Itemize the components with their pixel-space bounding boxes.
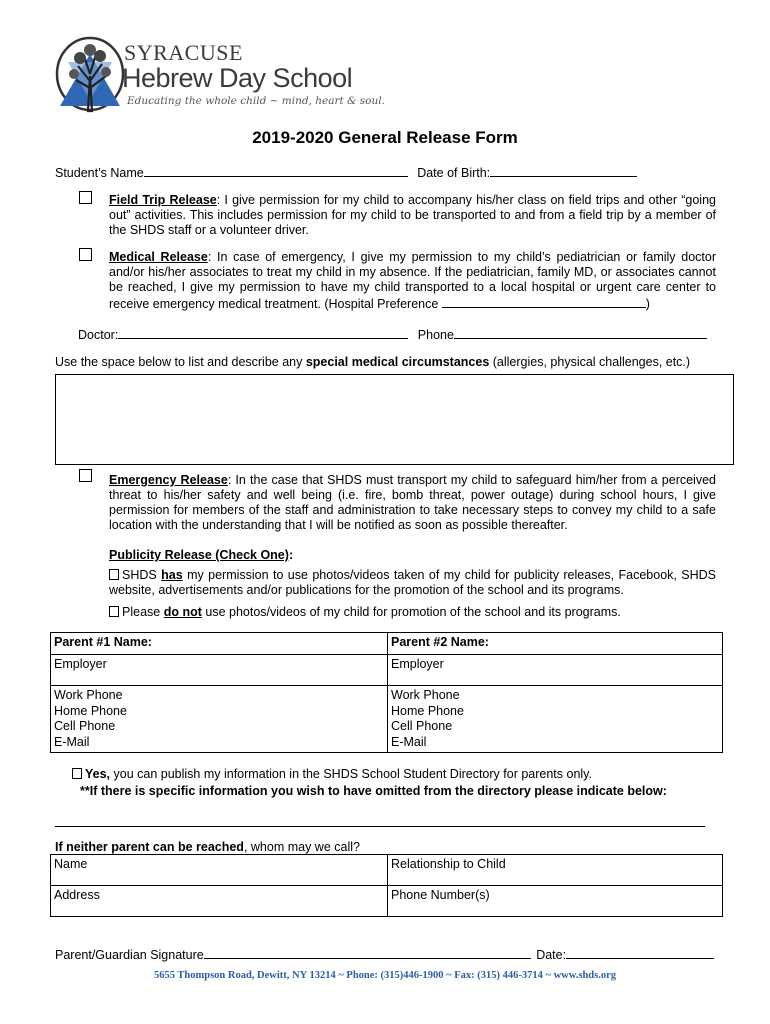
special-circumstances-prompt [55,355,690,369]
emergency-checkbox[interactable] [79,469,92,482]
logo-leaves-2 [94,50,106,62]
publicity-opt2-a: Please [122,605,164,619]
directory-yes: Yes, [85,767,111,781]
parent1-name-cell[interactable]: Parent #1 Name: [51,633,388,655]
logo-leaves-3 [84,44,96,56]
special-bold: special medical circumstances [305,355,490,369]
parents-table [50,632,723,753]
student-name-label: Student’s Name [55,166,144,180]
publicity-colon: : [288,548,294,562]
publicity-has-checkbox[interactable] [109,569,119,580]
contact-phones-cell[interactable]: Phone Number(s) [388,886,723,917]
emergency-text: : In the case that SHDS must transport my child to safeguard him/her from a perceived threat to his/her safety and well being (i.e. fire, bomb threat, power outage) during school hours, I give permission for members of the staff and administration to take necessary steps to convey my child to a safe location with the understanding that I will be notified as soon as possible thereafter. [109,473,716,532]
emergency-heading: Emergency Release [109,473,228,487]
special-prefix: Use the space below to list and describe any [55,355,306,369]
medical-checkbox[interactable] [79,248,92,261]
doctor-label: Doctor: [78,328,119,342]
dob-label: Date of Birth: [417,166,491,180]
signature-field[interactable] [204,946,531,959]
directory-consent [72,767,592,781]
special-suffix: (allergies, physical challenges, etc.) [489,355,691,369]
student-row [55,164,637,180]
parent2-name-cell[interactable]: Parent #2 Name: [388,633,723,655]
parent1-email: E-Mail [54,734,90,749]
parent1-work-phone: Work Phone [54,688,123,702]
logo-leaves-4 [69,69,79,79]
doctor-phone-field[interactable] [454,326,707,339]
logo-text-syracuse: SYRACUSE [124,40,243,65]
field-trip-release [109,193,716,238]
doctor-phone-label: Phone [417,328,454,342]
student-name-field[interactable] [144,164,408,177]
contact-table [50,854,723,917]
publicity-opt1-c: my permission to use photos/videos taken of my child for publicity releases, Facebook, SHDS website, advertisements and/or publications for the promotion of the school and its programs. [109,568,717,597]
logo-text-school: Hebrew Day School [122,63,353,93]
publicity-option-has [109,568,716,598]
logo-leaves-5 [101,67,111,77]
parent2-email: E-Mail [391,734,427,749]
doctor-field[interactable] [118,326,408,339]
parent2-employer-cell[interactable]: Employer [388,655,723,686]
parent2-phones-cell[interactable] [388,686,723,753]
field-trip-heading: Field Trip Release [109,193,217,207]
field-trip-text: : I give permission for my child to accompany his/her class on field trips and other “going out” activities. This includes permission for my child to be transported to and from a field trip by a member of the SHDS staff or a volunteer driver. [109,193,716,237]
publicity-heading: Publicity Release (Check One) [109,548,289,562]
directory-note: **If there is specific information you wish to have omitted from the directory please indicate below: [80,784,667,798]
hospital-preference-field[interactable] [442,295,646,308]
dob-field[interactable] [490,164,637,177]
footer-contact-info: 5655 Thompson Road, Dewitt, NY 13214 ~ Phone: (315)446-1900 ~ Fax: (315) 446-3714 ~ www.shds.org [153,970,617,981]
parent1-cell-phone: Cell Phone [54,719,116,733]
medical-text: : In case of emergency, I give my permission to my child’s pediatrician or family doctor and/or his/her associates to treat my child in my absence. If the pediatrician, family MD, or associates cannot be reached, I give my permission to have my child transported to a local hospital or urgent care center to receive emergency medical treatment. (Hospital Preference [109,250,716,311]
doctor-row [78,326,707,342]
contact-heading-row [55,840,360,854]
form-title: 2019-2020 General Release Form [252,128,518,147]
publicity-opt1-a: SHDS [122,568,162,582]
signature-row [55,946,714,962]
parent2-cell-phone: Cell Phone [391,719,453,733]
field-trip-checkbox[interactable] [79,191,92,204]
parent2-home-phone: Home Phone [391,703,464,718]
logo-tagline: Educating the whole child ~ mind, heart & soul. [127,95,385,107]
publicity-heading-row [109,548,293,562]
medical-release [109,250,716,312]
special-circumstances-box[interactable] [55,374,734,465]
emergency-release [109,473,716,533]
publicity-opt2-c: use photos/videos of my child for promotion of the school and its programs. [201,605,621,619]
directory-omit-line[interactable] [55,826,705,827]
publicity-option-donot [109,605,621,619]
parent1-phones-cell[interactable] [51,686,388,753]
medical-close: ) [645,297,650,311]
contact-heading-suffix: , whom may we call? [243,840,360,854]
publicity-opt2-b: do not [163,605,202,619]
logo-leaves-1 [74,52,86,64]
signature-date-field[interactable] [566,946,714,959]
contact-address-cell[interactable]: Address [51,886,388,917]
contact-heading: If neither parent can be reached [55,840,244,854]
publicity-donot-checkbox[interactable] [109,606,119,617]
parent1-home-phone: Home Phone [54,703,127,718]
medical-heading: Medical Release [109,250,208,264]
parent1-employer-cell[interactable]: Employer [51,655,388,686]
signature-label: Parent/Guardian Signature [55,948,204,962]
signature-date-label: Date: [536,948,567,962]
contact-relationship-cell[interactable]: Relationship to Child [388,855,723,886]
contact-name-cell[interactable]: Name [51,855,388,886]
directory-yes-text: you can publish my information in the SHDS School Student Directory for parents only. [110,767,592,781]
directory-checkbox[interactable] [72,768,82,779]
parent2-work-phone: Work Phone [391,688,460,702]
publicity-opt1-b: has [161,568,183,582]
